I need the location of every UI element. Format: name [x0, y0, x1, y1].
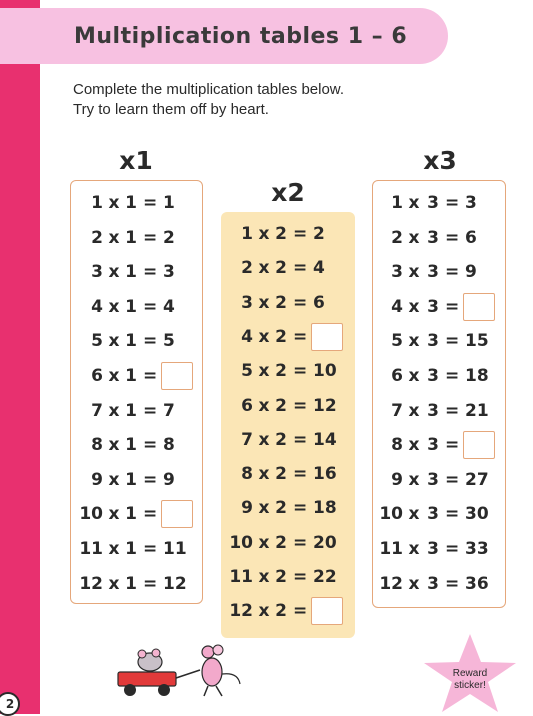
times-sign: x: [108, 227, 120, 248]
equals-sign: =: [293, 498, 308, 519]
equals-sign: =: [143, 469, 158, 490]
multiplier: 1: [125, 331, 137, 352]
times-sign: x: [408, 227, 420, 248]
multiplicand: 2: [91, 227, 103, 248]
equals-sign: =: [143, 331, 158, 352]
equals-sign: =: [445, 504, 460, 525]
times-sign: x: [408, 504, 420, 525]
equation-row: [221, 390, 355, 424]
multiplier: 2: [275, 258, 287, 279]
answer: 30: [465, 504, 489, 525]
equation-row: [71, 291, 202, 325]
instruction-line: Try to learn them off by heart.: [73, 101, 269, 118]
equals-sign: =: [143, 400, 158, 421]
table-x2: [221, 212, 355, 638]
times-sign: x: [408, 331, 420, 352]
times-sign: x: [108, 573, 120, 594]
equals-sign: =: [445, 539, 460, 559]
equation-row: [373, 222, 505, 256]
multiplier: 3: [427, 469, 439, 490]
equation-row: [221, 287, 355, 321]
equation-row: [71, 256, 202, 290]
equals-sign: =: [143, 296, 158, 317]
equals-sign: =: [143, 435, 158, 456]
multiplier: 1: [125, 469, 137, 490]
equation-row: [373, 395, 505, 429]
table-x1: [70, 180, 203, 604]
multiplier: 1: [125, 366, 137, 386]
times-sign: x: [108, 435, 120, 456]
table-heading-x1: x1: [119, 146, 153, 175]
multiplicand: 11: [379, 539, 403, 559]
multiplier: 2: [275, 429, 287, 450]
multiplier: 1: [125, 435, 137, 456]
multiplier: 3: [427, 573, 439, 594]
equals-sign: =: [143, 539, 158, 559]
multiplicand: 10: [79, 504, 103, 525]
answer: 36: [465, 573, 489, 594]
cart-wheel: [124, 684, 136, 696]
multiplier: 2: [275, 292, 287, 313]
side-strip: [0, 0, 40, 714]
equals-sign: =: [293, 292, 308, 313]
multiplicand: 7: [241, 429, 253, 450]
answer: 3: [465, 193, 477, 213]
equals-sign: =: [445, 469, 460, 490]
equals-sign: =: [143, 573, 158, 594]
equals-sign: =: [293, 326, 308, 347]
answer: 16: [313, 464, 337, 485]
title-banner: [0, 8, 448, 64]
answer: 2: [313, 224, 325, 244]
multiplicand: 1: [241, 224, 253, 244]
multiplier: 3: [427, 227, 439, 248]
table-heading-x3: x3: [423, 146, 457, 175]
equation-row: [221, 561, 355, 595]
answer-input-box[interactable]: [463, 293, 495, 321]
equals-sign: =: [445, 227, 460, 248]
mouse-pulling: [202, 658, 222, 686]
times-sign: x: [108, 366, 120, 386]
equation-row: [71, 429, 202, 463]
multiplicand: 5: [241, 361, 253, 382]
times-sign: x: [408, 469, 420, 490]
answer-input-box[interactable]: [463, 431, 495, 459]
equation-row: [71, 187, 202, 221]
equals-sign: =: [445, 366, 460, 386]
equals-sign: =: [293, 567, 308, 587]
multiplicand: 9: [241, 498, 253, 519]
multiplier: 3: [427, 331, 439, 352]
equation-row: [373, 325, 505, 359]
times-sign: x: [258, 429, 270, 450]
reward-line: Reward: [452, 668, 488, 679]
answer: 1: [163, 193, 175, 213]
multiplicand: 6: [391, 366, 403, 386]
equation-row: [221, 355, 355, 389]
times-sign: x: [108, 504, 120, 525]
equals-sign: =: [293, 601, 308, 622]
answer: 27: [465, 469, 489, 490]
multiplicand: 3: [91, 262, 103, 283]
times-sign: x: [258, 292, 270, 313]
multiplier: 1: [125, 296, 137, 317]
multiplier: 2: [275, 464, 287, 485]
multiplier: 1: [125, 193, 137, 213]
answer: 6: [313, 292, 325, 313]
multiplier: 1: [125, 573, 137, 594]
equation-row: [71, 533, 202, 567]
times-sign: x: [258, 601, 270, 622]
answer: 18: [465, 366, 489, 386]
equation-row: [373, 187, 505, 221]
cart-wheel: [158, 684, 170, 696]
multiplier: 1: [125, 504, 137, 525]
answer: 20: [313, 532, 337, 553]
multiplicand: 12: [379, 573, 403, 594]
equals-sign: =: [143, 262, 158, 283]
times-sign: x: [408, 435, 420, 456]
equation-row: [71, 325, 202, 359]
equation-row: [221, 595, 355, 629]
equals-sign: =: [445, 331, 460, 352]
reward-sticker-label: [436, 668, 504, 692]
times-sign: x: [258, 464, 270, 485]
multiplier: 3: [427, 539, 439, 559]
answer: 33: [465, 539, 489, 559]
multiplier: 2: [275, 395, 287, 416]
multiplicand: 7: [391, 400, 403, 421]
equation-row: [221, 252, 355, 286]
times-sign: x: [258, 395, 270, 416]
red-cart: [118, 672, 176, 686]
multiplier: 3: [427, 193, 439, 213]
equals-sign: =: [445, 262, 460, 283]
equals-sign: =: [143, 504, 158, 525]
answer-input-box[interactable]: [311, 597, 343, 625]
equation-row: [373, 429, 505, 463]
equals-sign: =: [445, 193, 460, 213]
equals-sign: =: [293, 361, 308, 382]
times-sign: x: [108, 469, 120, 490]
answer: 21: [465, 400, 489, 421]
multiplier: 2: [275, 532, 287, 553]
multiplicand: 6: [91, 366, 103, 386]
times-sign: x: [408, 193, 420, 213]
table-heading-x2: x2: [271, 178, 305, 207]
multiplier: 1: [125, 400, 137, 421]
times-sign: x: [258, 567, 270, 587]
multiplier: 2: [275, 326, 287, 347]
equation-row: [221, 321, 355, 355]
page-title: Multiplication tables 1 – 6: [74, 24, 408, 49]
equation-row: [71, 222, 202, 256]
times-sign: x: [408, 400, 420, 421]
times-sign: x: [408, 573, 420, 594]
answer: 4: [313, 258, 325, 279]
times-sign: x: [108, 193, 120, 213]
answer: 10: [313, 361, 337, 382]
answer: 22: [313, 567, 337, 587]
multiplicand: 8: [391, 435, 403, 456]
equation-row: [221, 527, 355, 561]
equation-row: [71, 568, 202, 602]
equation-row: [221, 424, 355, 458]
equation-row: [71, 498, 202, 532]
equals-sign: =: [445, 296, 460, 317]
multiplier: 3: [427, 504, 439, 525]
multiplier: 3: [427, 262, 439, 283]
equation-row: [373, 464, 505, 498]
answer: 7: [163, 400, 175, 421]
multiplicand: 1: [391, 193, 403, 213]
answer-input-box[interactable]: [161, 362, 193, 390]
multiplier: 1: [125, 227, 137, 248]
multiplicand: 9: [91, 469, 103, 490]
multiplicand: 4: [391, 296, 403, 317]
equals-sign: =: [293, 532, 308, 553]
answer: 4: [163, 296, 175, 317]
multiplicand: 11: [79, 539, 103, 559]
multiplicand: 12: [229, 601, 253, 622]
equals-sign: =: [293, 395, 308, 416]
times-sign: x: [258, 258, 270, 279]
multiplier: 1: [125, 539, 137, 559]
equation-row: [373, 360, 505, 394]
mice-cart-illustration: [108, 644, 248, 700]
multiplicand: 1: [91, 193, 103, 213]
equals-sign: =: [445, 400, 460, 421]
multiplicand: 12: [79, 573, 103, 594]
equals-sign: =: [293, 464, 308, 485]
equation-row: [373, 533, 505, 567]
multiplicand: 5: [91, 331, 103, 352]
multiplier: 2: [275, 601, 287, 622]
equation-row: [373, 256, 505, 290]
equals-sign: =: [445, 435, 460, 456]
multiplicand: 2: [391, 227, 403, 248]
equals-sign: =: [143, 193, 158, 213]
answer: 8: [163, 435, 175, 456]
times-sign: x: [108, 296, 120, 317]
answer: 18: [313, 498, 337, 519]
equation-row: [71, 464, 202, 498]
answer: 12: [313, 395, 337, 416]
answer: 2: [163, 227, 175, 248]
multiplicand: 3: [241, 292, 253, 313]
equation-row: [373, 291, 505, 325]
instruction-line: Complete the multiplication tables below.: [73, 81, 344, 98]
multiplier: 3: [427, 366, 439, 386]
answer: 6: [465, 227, 477, 248]
multiplicand: 3: [391, 262, 403, 283]
multiplicand: 9: [391, 469, 403, 490]
answer-input-box[interactable]: [311, 323, 343, 351]
multiplier: 2: [275, 498, 287, 519]
equation-row: [221, 492, 355, 526]
times-sign: x: [108, 539, 120, 559]
times-sign: x: [258, 498, 270, 519]
times-sign: x: [258, 326, 270, 347]
answer: 11: [163, 539, 187, 559]
multiplicand: 5: [391, 331, 403, 352]
answer: 3: [163, 262, 175, 283]
page-number: 2: [0, 692, 20, 716]
equation-row: [71, 360, 202, 394]
equals-sign: =: [293, 429, 308, 450]
answer: 12: [163, 573, 187, 594]
times-sign: x: [258, 532, 270, 553]
answer: 5: [163, 331, 175, 352]
multiplier: 2: [275, 361, 287, 382]
multiplier: 1: [125, 262, 137, 283]
multiplier: 2: [275, 224, 287, 244]
times-sign: x: [408, 296, 420, 317]
times-sign: x: [108, 262, 120, 283]
sticker-line: sticker!: [454, 680, 486, 691]
times-sign: x: [258, 224, 270, 244]
answer: 15: [465, 331, 489, 352]
times-sign: x: [108, 331, 120, 352]
multiplicand: 2: [241, 258, 253, 279]
equation-row: [373, 568, 505, 602]
multiplicand: 6: [241, 395, 253, 416]
multiplicand: 4: [91, 296, 103, 317]
multiplicand: 4: [241, 326, 253, 347]
equation-row: [71, 395, 202, 429]
answer: 9: [163, 469, 175, 490]
equation-row: [221, 458, 355, 492]
instructions: [73, 80, 403, 120]
equals-sign: =: [143, 227, 158, 248]
equation-row: [221, 218, 355, 252]
equals-sign: =: [293, 258, 308, 279]
times-sign: x: [108, 400, 120, 421]
times-sign: x: [408, 366, 420, 386]
times-sign: x: [408, 539, 420, 559]
answer-input-box[interactable]: [161, 500, 193, 528]
equals-sign: =: [445, 573, 460, 594]
table-x3: [372, 180, 506, 608]
answer: 14: [313, 429, 337, 450]
multiplicand: 8: [91, 435, 103, 456]
multiplicand: 10: [229, 532, 253, 553]
times-sign: x: [408, 262, 420, 283]
multiplicand: 11: [229, 567, 253, 587]
answer: 9: [465, 262, 477, 283]
multiplier: 3: [427, 296, 439, 317]
equation-row: [373, 498, 505, 532]
equals-sign: =: [293, 224, 308, 244]
equals-sign: =: [143, 366, 158, 386]
multiplicand: 7: [91, 400, 103, 421]
multiplier: 2: [275, 567, 287, 587]
multiplicand: 8: [241, 464, 253, 485]
multiplier: 3: [427, 400, 439, 421]
multiplier: 3: [427, 435, 439, 456]
multiplicand: 10: [379, 504, 403, 525]
times-sign: x: [258, 361, 270, 382]
